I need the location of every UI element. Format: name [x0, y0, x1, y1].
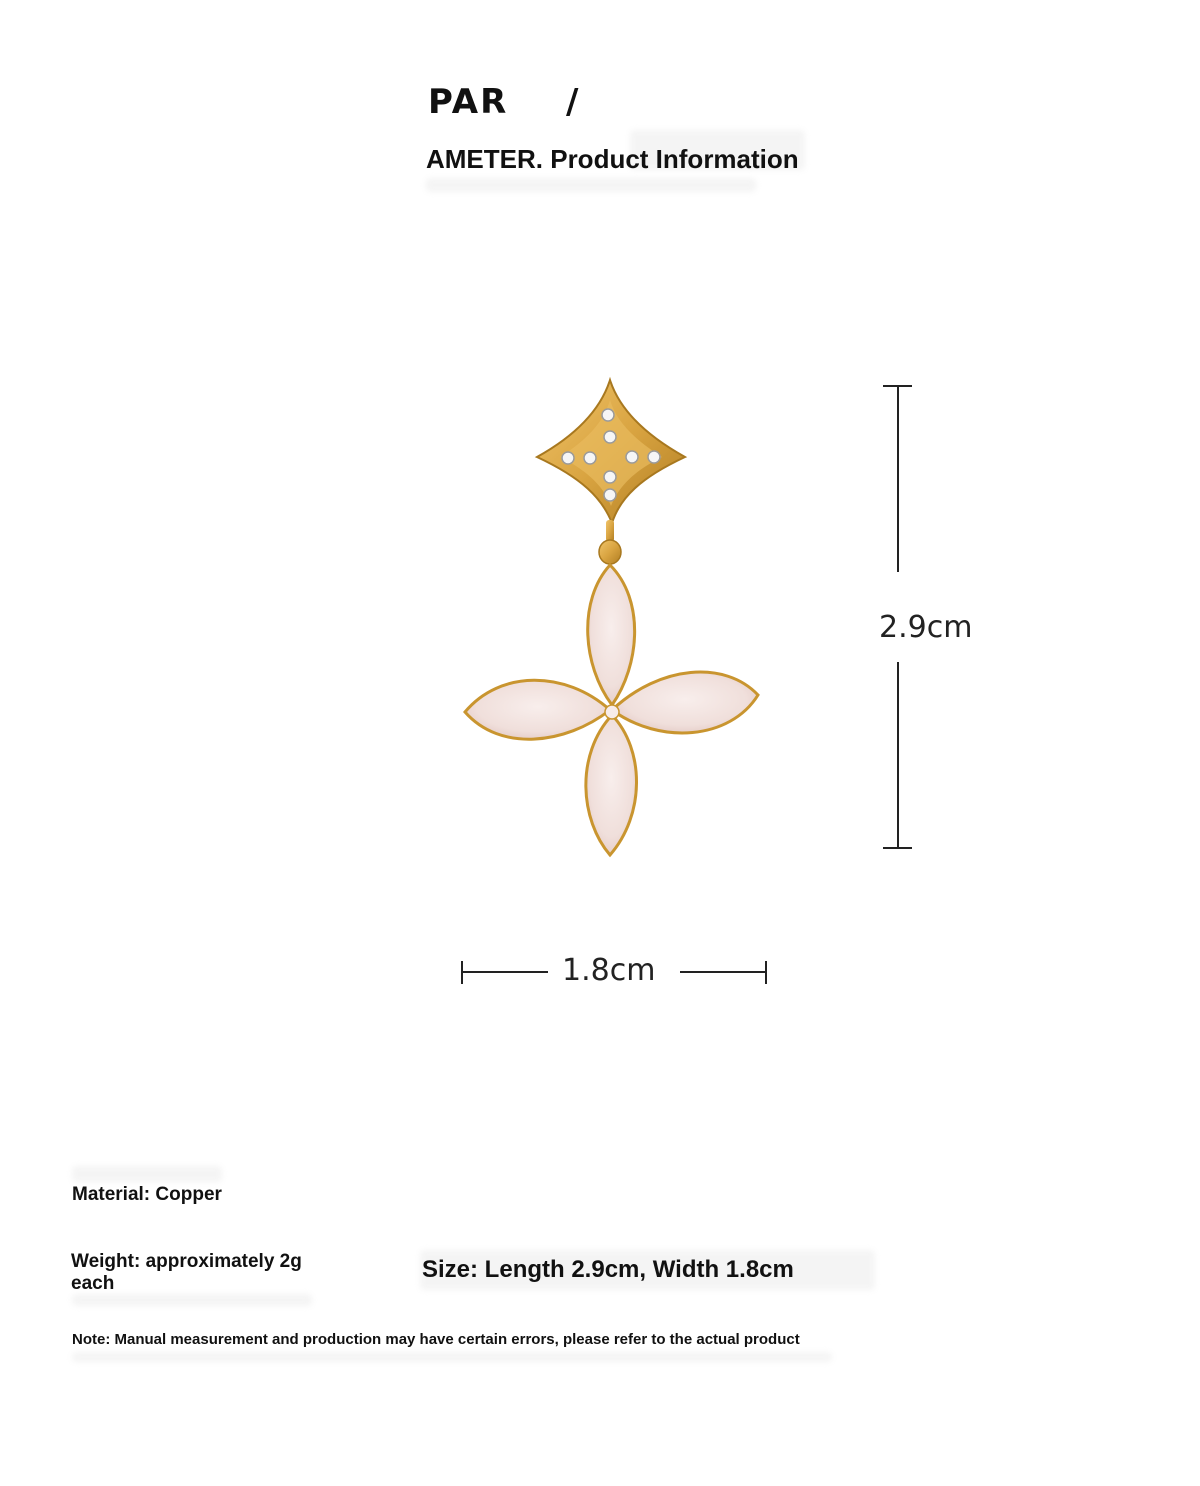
width-dimension-label: 1.8cm — [562, 953, 656, 988]
size-info: Size: Length 2.9cm, Width 1.8cm — [422, 1256, 794, 1283]
measurement-note: Note: Manual measurement and production may have certain errors, please refer to the actual product — [72, 1331, 800, 1348]
header-slash: / — [566, 82, 579, 122]
header-subtitle: AMETER. Product Information — [426, 144, 799, 174]
header-title: PAR — [428, 82, 509, 122]
height-dimension-label: 2.9cm — [879, 610, 973, 645]
weight-info: Weight: approximately 2g each — [71, 1251, 302, 1294]
material-info: Material: Copper — [72, 1184, 222, 1205]
